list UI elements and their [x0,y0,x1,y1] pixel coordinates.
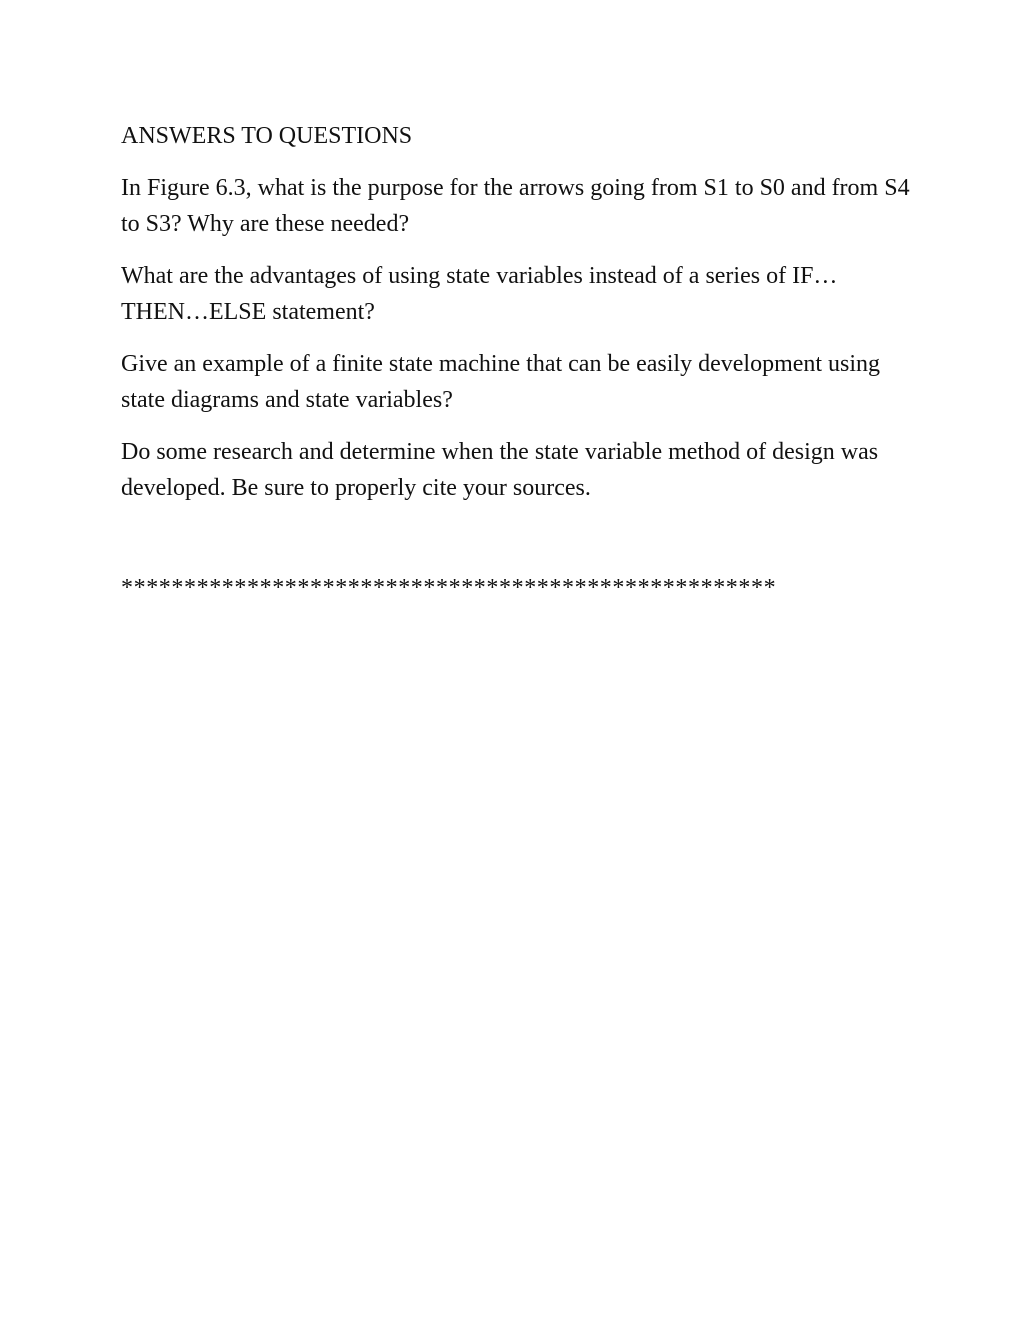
document-page [121,118,921,606]
question-2: What are the advantages of using state variables instead of a series of IF…THEN…ELSE statement? [121,263,838,325]
question-3: Give an example of a finite state machine that can be easily development using state diagrams and state variables? [121,351,881,413]
page-title: ANSWERS TO QUESTIONS [121,123,413,149]
question-1: In Figure 6.3, what is the purpose for the arrows going from S1 to S0 and from S4 to S3? Why are these needed? [121,175,910,237]
question-4: Do some research and determine when the state variable method of design was developed. Be sure to properly cite your sources. [121,439,879,501]
asterisk-separator: **************************************************** [121,575,777,601]
